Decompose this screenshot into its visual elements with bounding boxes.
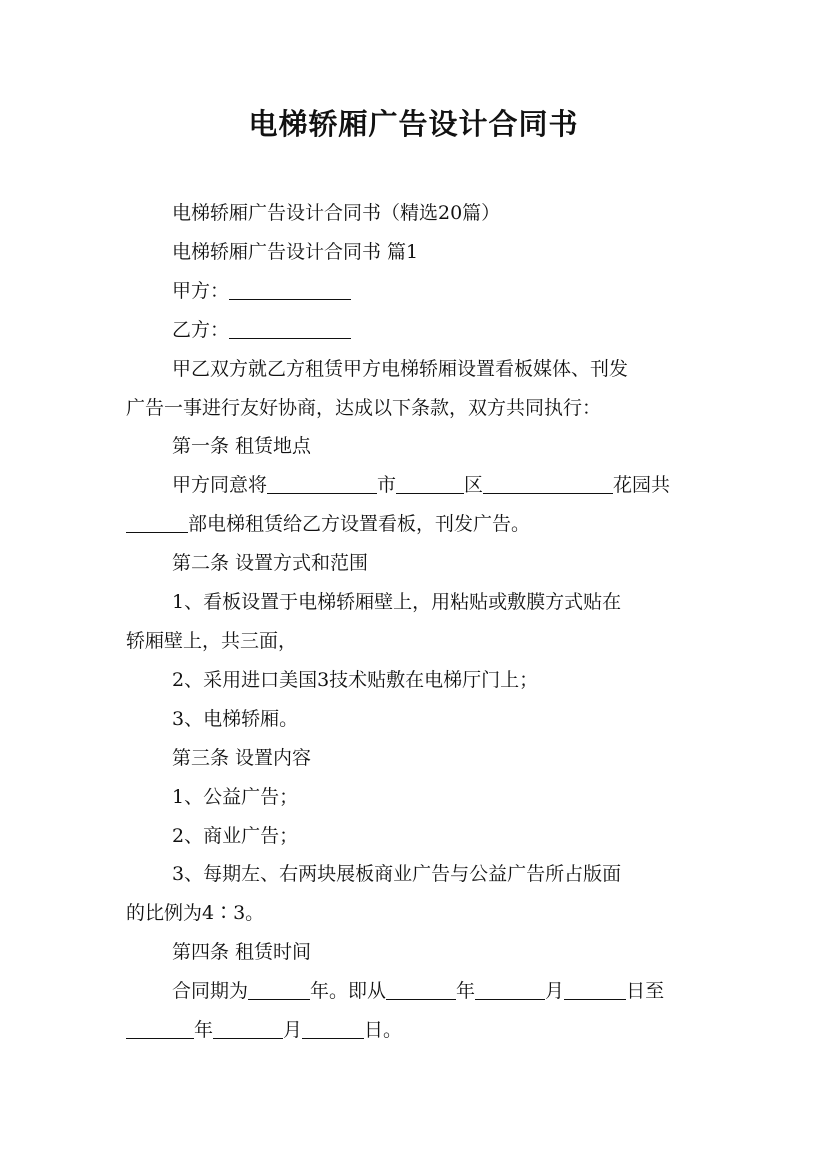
article4-line2-seg2: 月 (283, 1019, 303, 1042)
article4-line2 (126, 1011, 704, 1050)
district-blank (396, 492, 464, 494)
article2-item3: 3、电梯轿厢。 (172, 707, 299, 730)
article3-item1: 1、公益广告； (172, 785, 299, 808)
start-year-blank (386, 998, 456, 1000)
end-year-blank (126, 1037, 194, 1039)
garden-blank (483, 492, 613, 494)
article1-text-seg3: 区 (464, 474, 484, 497)
article1-text-seg4: 花园共 (613, 474, 671, 497)
start-month-blank (475, 998, 545, 1000)
article4-line2-seg1: 年 (194, 1019, 214, 1042)
article2-item2: 2、采用进口美国3技术贴敷在电梯厅门上； (172, 668, 539, 691)
article4-text-seg1: 合同期为 (172, 980, 249, 1003)
document-title: 电梯轿厢广告设计合同书 (248, 107, 579, 141)
article1-text-seg2: 市 (377, 474, 397, 497)
article4-line1 (126, 972, 704, 1011)
article3-heading: 第三条 设置内容 (172, 746, 312, 769)
intro-paragraph-line1: 甲乙双方就乙方租赁甲方电梯轿厢设置看板媒体、刊发 (172, 357, 629, 380)
article1-line2-tail: 部电梯租赁给乙方设置看板，刊发广告。 (188, 513, 531, 536)
document-body (126, 194, 704, 1050)
article4-heading: 第四条 租赁时间 (172, 941, 312, 964)
elevator-count-blank (126, 531, 188, 533)
article4-text-seg5: 日至 (626, 980, 665, 1003)
article4-text-seg3: 年 (456, 980, 476, 1003)
end-month-blank (213, 1037, 283, 1039)
term-years-blank (248, 998, 310, 1000)
party-b-line (126, 311, 704, 350)
article4-text-seg4: 月 (545, 980, 565, 1003)
article3-item3-line2: 的比例为4∶3。 (126, 902, 265, 925)
article1-line1 (126, 466, 704, 505)
party-a-blank (229, 298, 351, 300)
city-blank (267, 492, 377, 494)
subtitle-line: 电梯轿厢广告设计合同书（精选20篇） (172, 202, 501, 224)
article2-heading: 第二条 设置方式和范围 (172, 552, 369, 575)
party-a-line (126, 272, 704, 311)
article3-item2: 2、商业广告； (172, 824, 299, 847)
article1-text-seg1: 甲方同意将 (172, 474, 268, 497)
article2-item1-line2: 轿厢壁上，共三面， (126, 629, 298, 652)
article2-item1-line1: 1、看板设置于电梯轿厢壁上，用粘贴或敷膜方式贴在 (172, 591, 622, 614)
article1-line2 (126, 505, 704, 544)
chapter-heading: 电梯轿厢广告设计合同书 篇1 (172, 240, 419, 263)
intro-paragraph-line2: 广告一事进行友好协商，达成以下条款，双方共同执行： (126, 396, 602, 419)
article1-heading: 第一条 租赁地点 (172, 435, 312, 458)
start-day-blank (564, 998, 626, 1000)
article4-line2-seg3: 日。 (364, 1019, 403, 1042)
article4-text-seg2: 年。即从 (310, 980, 387, 1003)
party-a-label: 甲方： (172, 279, 230, 302)
party-b-label: 乙方： (172, 318, 230, 341)
party-b-blank (229, 337, 351, 339)
end-day-blank (302, 1037, 364, 1039)
article3-item3-line1: 3、每期左、右两块展板商业广告与公益广告所占版面 (172, 863, 622, 886)
